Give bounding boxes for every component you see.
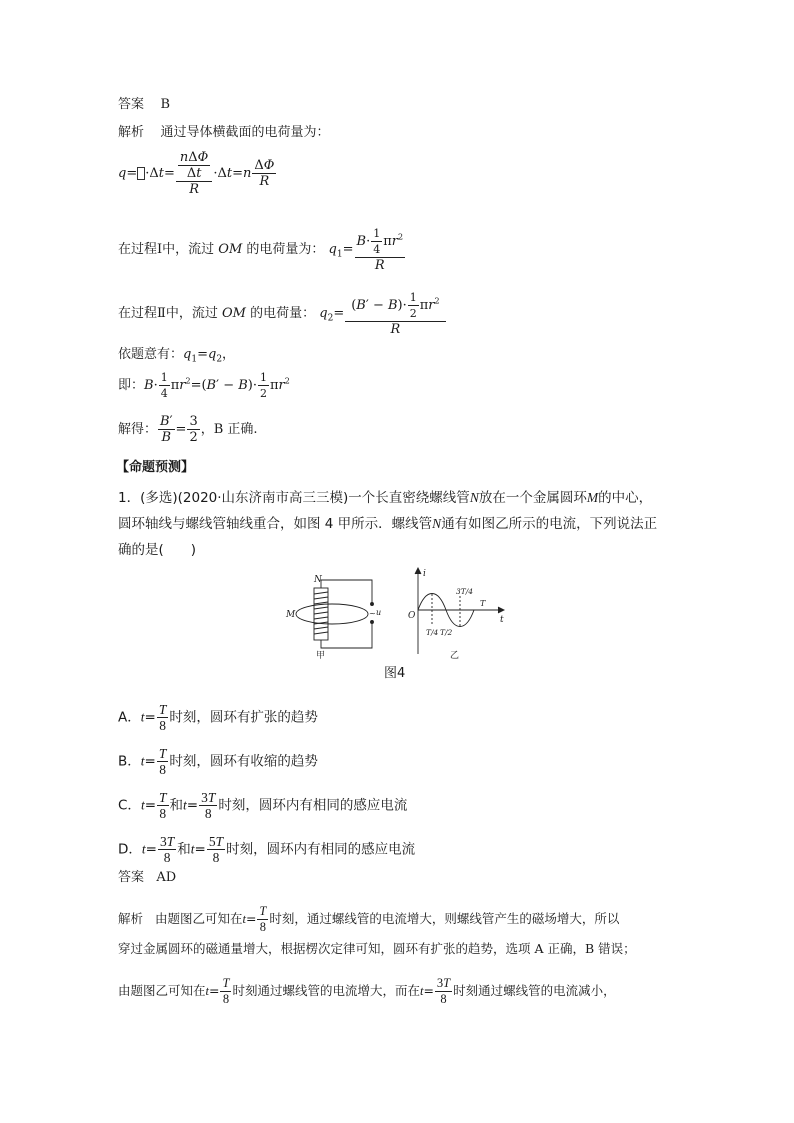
answer-value: B [160, 97, 171, 112]
ie-line: 即：B· $\frac{1}{4}$ $\pi r^2=(B' - B)\cdot$ $\frac{1}{2}$ $\pi r^2$ [118, 371, 290, 400]
formula-q: q= ·Δt= $\frac{\frac{\text{nΔΦ}}{\Delta t}}{R}$ ·Δt=n $\frac{\Delta\Phi}{R}$ [118, 150, 275, 197]
tick-T4: T/4 [426, 628, 439, 637]
process2-line: 在过程Ⅱ中，流过 OM 的电荷量： $q_2=$ (B′ − B)· $\frac{1}{2}$ $\pi r^2$ R [118, 290, 447, 337]
figure-caption: 图4 [384, 666, 406, 681]
condition-line: 依题意有：$q_1=q_2$， [118, 347, 236, 365]
analysis-intro: 解析 通过导体横截面的电荷量为： [118, 125, 330, 140]
tick-T: T [480, 599, 486, 608]
current-graph [408, 568, 504, 654]
label-yi: 乙 [450, 651, 460, 661]
question-line-1: 1．(多选)(2020·山东济南市高三三模)一个长直密绕螺线管N放在一个金属圆环M的中心， [118, 490, 653, 506]
analysis2-line-3: 由题图乙可知在t= $\frac{T}{8}$ 时刻通过螺线管的电流增大，而在t= $\frac{3T}{8}$ 时刻通过螺线管的电流减小， [118, 976, 616, 1006]
label-M: M [286, 610, 296, 620]
answer2-line: 答案 AD [118, 870, 177, 885]
label-u: u [376, 608, 382, 617]
label-t: t [500, 615, 504, 625]
option-c: C．t= $\frac{T}{8}$ 和t= $\frac{3T}{8}$ 时刻，圆环内有相同的感应电流 [118, 790, 408, 821]
label-i: i [423, 569, 426, 579]
figure-4 [280, 566, 520, 661]
analysis2-line-2: 穿过金属圆环的磁通量增大，根据楞次定律可知，圆环有扩张的趋势，选项 A 正确，B 错误； [118, 941, 636, 956]
svg-text:~: ~ [369, 609, 376, 618]
question-line-2: 圆环轴线与螺线管轴线重合，如图 4 甲所示．螺线管N通有如图乙所示的电流，下列说法正 [118, 516, 658, 532]
label-N: N [314, 575, 322, 585]
label-O: O [408, 611, 416, 621]
analysis2-line-1: 解析 由题图乙可知在t= $\frac{T}{8}$ 时刻，通过螺线管的电流增大，则螺线管产生的磁场增大，所以 [118, 904, 620, 934]
question-line-3: 确的是( ) [118, 542, 197, 558]
solve-line: 解得： $\frac{B'}{B}$ = $\frac{3}{2}$ ，B 正确. [118, 414, 258, 445]
section-heading: 【命题预测】 [116, 460, 195, 475]
solenoid-diagram [285, 575, 381, 648]
option-d: D．t= $\frac{3T}{8}$ 和t= $\frac{5T}{8}$ 时刻，圆环内有相同的感应电流 [118, 834, 416, 865]
answer-label: 答案 [118, 97, 145, 112]
tick-T2: T/2 [440, 628, 453, 637]
answer-line [118, 96, 170, 114]
process1-line: 在过程Ⅰ中，流过 OM 的电荷量为： $q_1=$ B· $\frac{1}{4}$ $\pi r^2$ R [118, 227, 404, 273]
option-a: A．t= $\frac{T}{8}$ 时刻，圆环有扩张的趋势 [118, 702, 318, 733]
analysis-label: 解析 [118, 125, 145, 140]
option-b: B．t= $\frac{T}{8}$ 时刻，圆环有收缩的趋势 [118, 746, 318, 777]
label-jia: 甲 [316, 651, 326, 661]
tick-3T4: 3T/4 [456, 587, 474, 596]
